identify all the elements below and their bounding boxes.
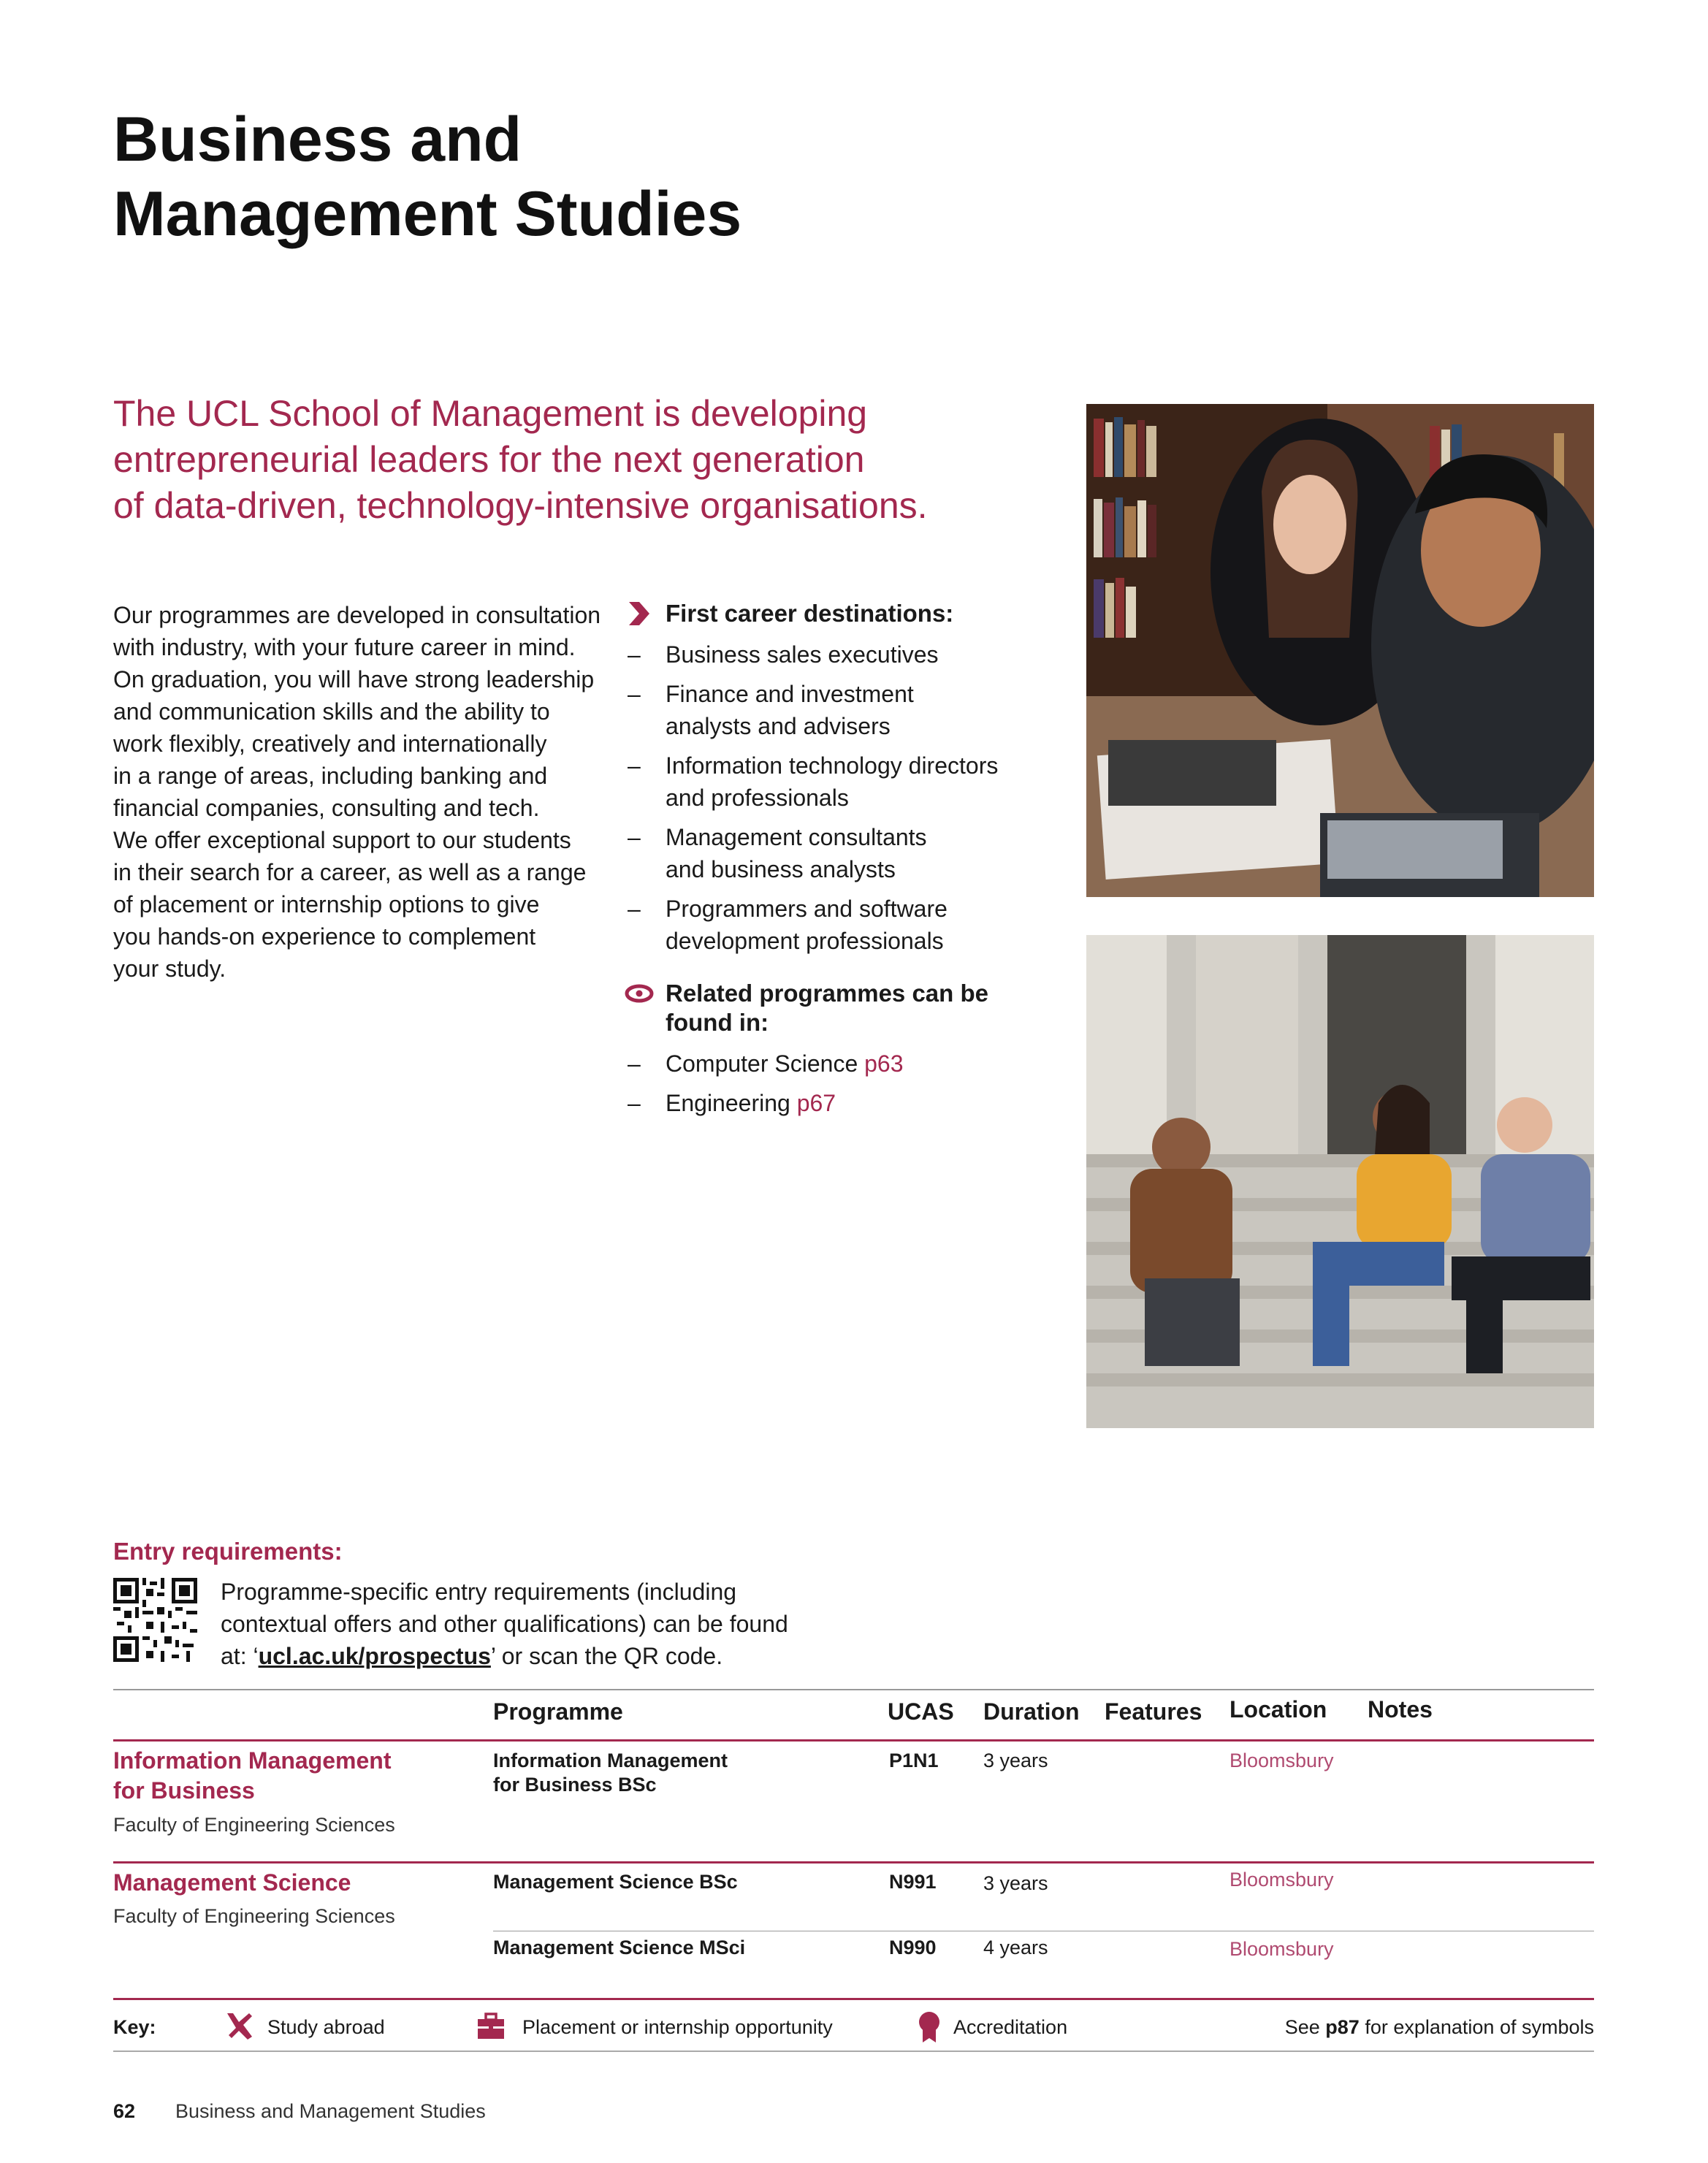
intro-line: entrepreneurial leaders for the next generation [113,439,865,480]
intro-line: of data-driven, technology-intensive organisations. [113,485,928,526]
students-steps-illustration [1086,935,1594,1428]
related-item-computer-science[interactable] [625,1048,1034,1080]
programme-cell: Management Science MSci [493,1937,746,1958]
group-divider-rule [113,1861,1594,1863]
students-library-photo [1086,404,1594,897]
dash-bullet: – [628,752,641,779]
group-title-management-science [113,1868,351,1898]
entry-line: at: ‘ [221,1643,259,1669]
eye-icon [625,980,654,1007]
page-reference-link[interactable]: p67 [796,1090,836,1116]
list-item [625,821,1034,885]
related-heading-line: Related programmes can be [666,980,988,1007]
related-item-label: Computer Science [666,1050,858,1077]
related-item-engineering[interactable] [625,1087,1034,1119]
body-line: and communication skills and the ability to [113,698,550,725]
duration-cell: 3 years [983,1872,1048,1894]
dash-bullet: – [628,1050,641,1077]
page-reference-link[interactable]: p63 [864,1050,904,1077]
key-bottom-rule [113,2051,1594,2052]
entry-requirements-heading: Entry requirements: [113,1538,343,1565]
airplane-icon [223,2010,255,2042]
symbols-page-link[interactable]: p87 [1325,2016,1360,2038]
title-line-2: Management Studies [113,179,742,249]
body-line: of placement or internship options to give [113,891,540,918]
table-header-rule [113,1739,1594,1742]
related-programmes-heading [625,979,1034,1037]
list-item-text: and business analysts [666,856,896,882]
body-line: On graduation, you will have strong leadership [113,666,595,693]
entry-line: contextual offers and other qualifications) can be found [221,1611,788,1637]
body-line: in a range of areas, including banking and [113,763,548,789]
list-item-text: Information technology directors [666,752,999,779]
students-steps-photo [1086,935,1594,1428]
body-paragraph [113,599,610,985]
list-item [625,749,1034,814]
qr-code-icon [113,1578,197,1662]
duration-cell: 4 years [983,1937,1048,1958]
page-number: 62 [113,2100,136,2122]
programme-name-line: for Business BSc [493,1774,657,1796]
related-list [625,1048,1034,1119]
location-cell: Bloomsbury [1229,1750,1334,1771]
programme-name-line: Information Management [493,1750,728,1771]
students-library-illustration [1086,404,1594,897]
entry-requirements-text [221,1576,878,1672]
ucas-code: N991 [889,1871,937,1893]
table-top-rule [113,1689,1594,1690]
list-item [625,678,1034,742]
dash-bullet: – [628,1090,641,1116]
body-line: work flexibly, creatively and internationally [113,730,547,757]
dash-bullet: – [628,641,641,668]
see-text: for explanation of symbols [1359,2016,1594,2038]
faculty-label: Faculty of Engineering Sciences [113,1905,395,1927]
prospectus-link[interactable]: ucl.ac.uk/prospectus [258,1643,491,1669]
key-label: Key: [113,2016,156,2038]
chevron-right-icon [625,600,654,627]
entry-line: Programme-specific entry requirements (including [221,1579,737,1605]
footer-section-title: Business and Management Studies [175,2100,486,2122]
career-destinations-heading [625,599,1034,628]
location-cell: Bloomsbury [1229,1869,1334,1891]
list-item-text: Finance and investment [666,681,914,707]
list-item-text: Management consultants [666,824,927,850]
page-title [113,102,1136,251]
intro-statement [113,391,990,529]
duration-cell: 3 years [983,1750,1048,1771]
key-see-explanation [1285,2016,1594,2039]
key-top-rule [113,1998,1594,2000]
list-item [625,638,1034,671]
header-ucas: UCAS [888,1698,954,1725]
title-line-1: Business and [113,104,522,175]
group-title-line: Information Management [113,1747,392,1774]
group-title-line: for Business [113,1777,255,1804]
body-line: Our programmes are developed in consultation [113,602,601,628]
header-notes: Notes [1368,1696,1433,1723]
briefcase-icon [476,2013,506,2040]
intro-line: The UCL School of Management is developing [113,393,868,434]
accreditation-rosette-icon [916,2010,942,2044]
programme-cell: Management Science BSc [493,1871,738,1893]
related-item-label: Engineering [666,1090,790,1116]
ucas-code: N990 [889,1937,937,1958]
career-list [625,638,1034,957]
body-line: you hands-on experience to complement [113,923,536,950]
header-duration: Duration [983,1698,1080,1725]
header-features: Features [1105,1698,1202,1725]
list-item [625,893,1034,957]
dash-bullet: – [628,824,641,850]
key-accreditation: Accreditation [953,2016,1068,2038]
body-line: your study. [113,955,226,982]
list-item-text: Programmers and software [666,896,948,922]
body-line: in their search for a career, as well as a range [113,859,587,885]
see-text: See [1284,2016,1326,2038]
dash-bullet: – [628,681,641,707]
group-title-information-management [113,1746,391,1806]
qr-code[interactable] [113,1578,197,1662]
entry-line: ’ or scan the QR code. [490,1643,723,1669]
faculty-label: Faculty of Engineering Sciences [113,1814,395,1836]
body-line: financial companies, consulting and tech. [113,795,540,821]
location-cell: Bloomsbury [1229,1938,1334,1960]
list-item-text: Business sales executives [666,641,939,668]
programme-cell [493,1749,728,1797]
header-location: Location [1229,1696,1327,1723]
list-item-text: and professionals [666,785,849,811]
ucas-code: P1N1 [889,1750,939,1771]
related-programmes [625,979,1034,1126]
key-study-abroad: Study abroad [267,2016,385,2038]
key-placement: Placement or internship opportunity [522,2016,833,2038]
dash-bullet: – [628,896,641,922]
career-destinations [625,599,1034,964]
group-title-line: Management Science [113,1869,351,1896]
body-line: We offer exceptional support to our students [113,827,571,853]
body-line: with industry, with your future career in mind. [113,634,576,660]
header-programme: Programme [493,1698,623,1725]
related-heading-line: found in: [666,1009,769,1036]
list-item-text: development professionals [666,928,944,954]
list-item-text: analysts and advisers [666,713,891,739]
career-heading-label: First career destinations: [666,600,954,627]
